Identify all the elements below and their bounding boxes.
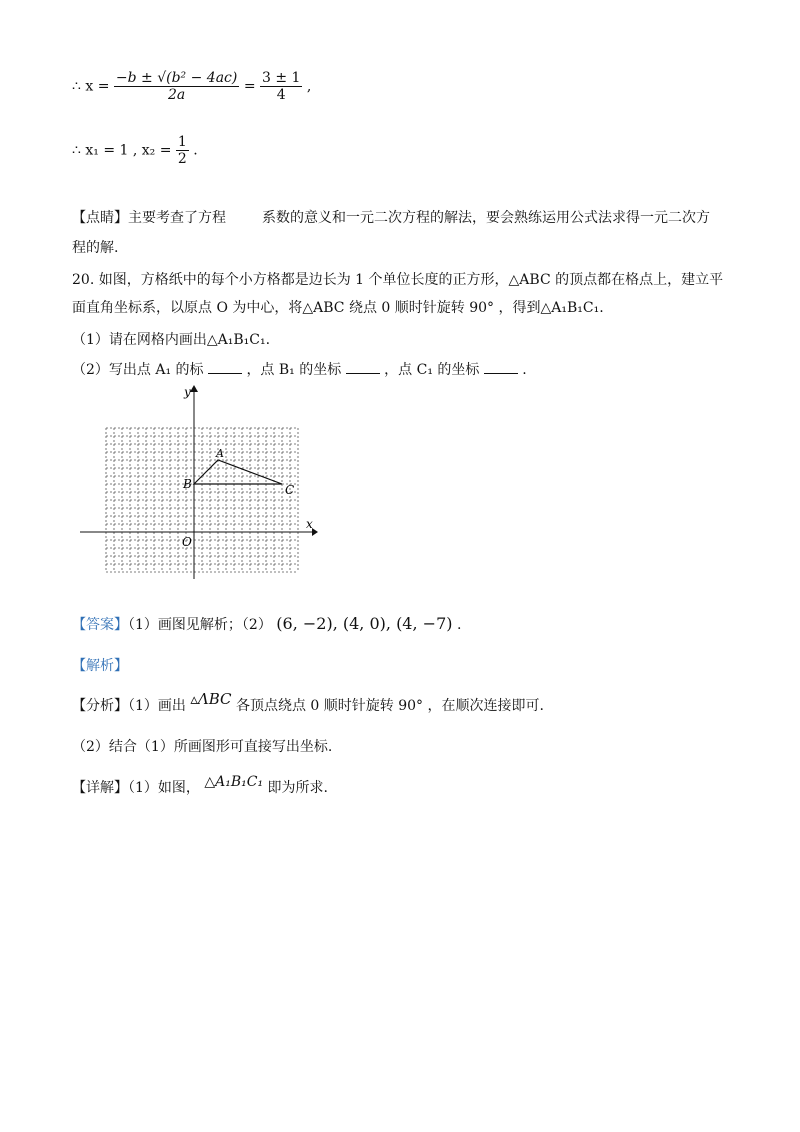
xiangjie-triangle: △A₁B₁C₁: [204, 774, 264, 790]
jiexi-tag: 【解析】: [72, 658, 128, 674]
formula-numerator: −b ± √(b² − 4ac): [115, 70, 238, 86]
fenxi-tag: 【分析】: [72, 698, 128, 714]
label-b: B: [183, 477, 192, 491]
question-line-1: 20. 如图，方格纸中的每个小方格都是边长为 1 个单位长度的正方形，△ABC 的顶点都在格点上，建立平: [72, 272, 724, 288]
part2-b: ，点 B₁ 的坐标: [246, 362, 342, 378]
answer-text: （1）画图见解析；（2）: [128, 617, 272, 633]
root-numerator: 1: [177, 134, 187, 150]
answer-tag: 【答案】: [72, 617, 128, 633]
formula-equals: =: [243, 78, 256, 95]
formula-value-numerator: 3 ± 1: [262, 70, 301, 86]
fenxi-line: [72, 690, 544, 715]
question-part-2: [72, 359, 527, 379]
part2-c: ，点 C₁ 的坐标: [384, 362, 480, 378]
dianjing-tag: 【点睛】: [72, 210, 128, 226]
part2-a: （2）写出点 A₁ 的标: [72, 362, 204, 378]
coordinate-grid-figure: [80, 382, 320, 582]
x-axis-arrow-icon: [312, 528, 318, 536]
xiangjie-text-a: （1）如图，: [128, 780, 200, 796]
part2-d: .: [522, 362, 527, 378]
answer-tail: .: [456, 617, 462, 633]
label-x: x: [306, 517, 313, 531]
fenxi-text-b: 各顶点绕点 0 顺时针旋转 90° ，在顺次连接即可.: [235, 698, 544, 714]
formula-denominator: 2a: [114, 86, 239, 103]
triangle-abc: [194, 460, 282, 484]
y-axis-arrow-icon: [190, 385, 198, 392]
root-fraction: [176, 134, 189, 167]
grid-lines: [106, 428, 298, 572]
dianjing-line-2: 程的解.: [72, 240, 119, 256]
label-a: A: [216, 447, 224, 460]
dianjing-line: [72, 207, 710, 227]
formula-tail: ,: [306, 78, 312, 95]
formula-value-denominator: 4: [260, 86, 302, 103]
question-line-2: 面直角坐标系，以原点 O 为中心，将△ABC 绕点 0 顺时针旋转 90° ，得到△A₁B₁C₁.: [72, 300, 604, 316]
answer-coords: (6, −2), (4, 0), (4, −7): [276, 614, 453, 633]
label-origin: O: [182, 535, 192, 549]
answer-blank-b1: [346, 361, 380, 374]
xiangjie-text-b: 即为所求.: [267, 780, 328, 796]
label-c: C: [285, 483, 295, 497]
label-y: y: [184, 385, 191, 399]
formula-value-fraction: [260, 70, 302, 103]
formula-fraction: [114, 70, 239, 103]
answer-blank-c1: [484, 361, 518, 374]
question-part-1: （1）请在网格内画出△A₁B₁C₁.: [72, 332, 271, 348]
answer-blank-a1: [208, 361, 242, 374]
dianjing-text-a: 主要考查了方程: [128, 210, 226, 226]
quadratic-formula-line: [72, 70, 311, 103]
xiangjie-line: [72, 774, 328, 797]
roots-line: [72, 134, 198, 167]
root-denominator: 2: [177, 151, 187, 167]
dianjing-text-b: 系数的意义和一元二次方程的解法，要会熟练运用公式法求得一元二次方: [262, 210, 710, 226]
fenxi-text-a: （1）画出: [128, 698, 186, 714]
roots-prefix: ∴ x₁ = 1 ,: [72, 142, 138, 159]
fenxi-triangle: ▵ΛBC: [190, 690, 232, 708]
part2-note: （2）结合（1）所画图形可直接写出坐标.: [72, 739, 333, 755]
roots-tail: .: [193, 142, 198, 159]
formula-prefix: ∴ x =: [72, 78, 110, 95]
xiangjie-tag: 【详解】: [72, 780, 128, 796]
root-x2: x₂ =: [141, 142, 172, 159]
answer-line: [72, 614, 461, 634]
